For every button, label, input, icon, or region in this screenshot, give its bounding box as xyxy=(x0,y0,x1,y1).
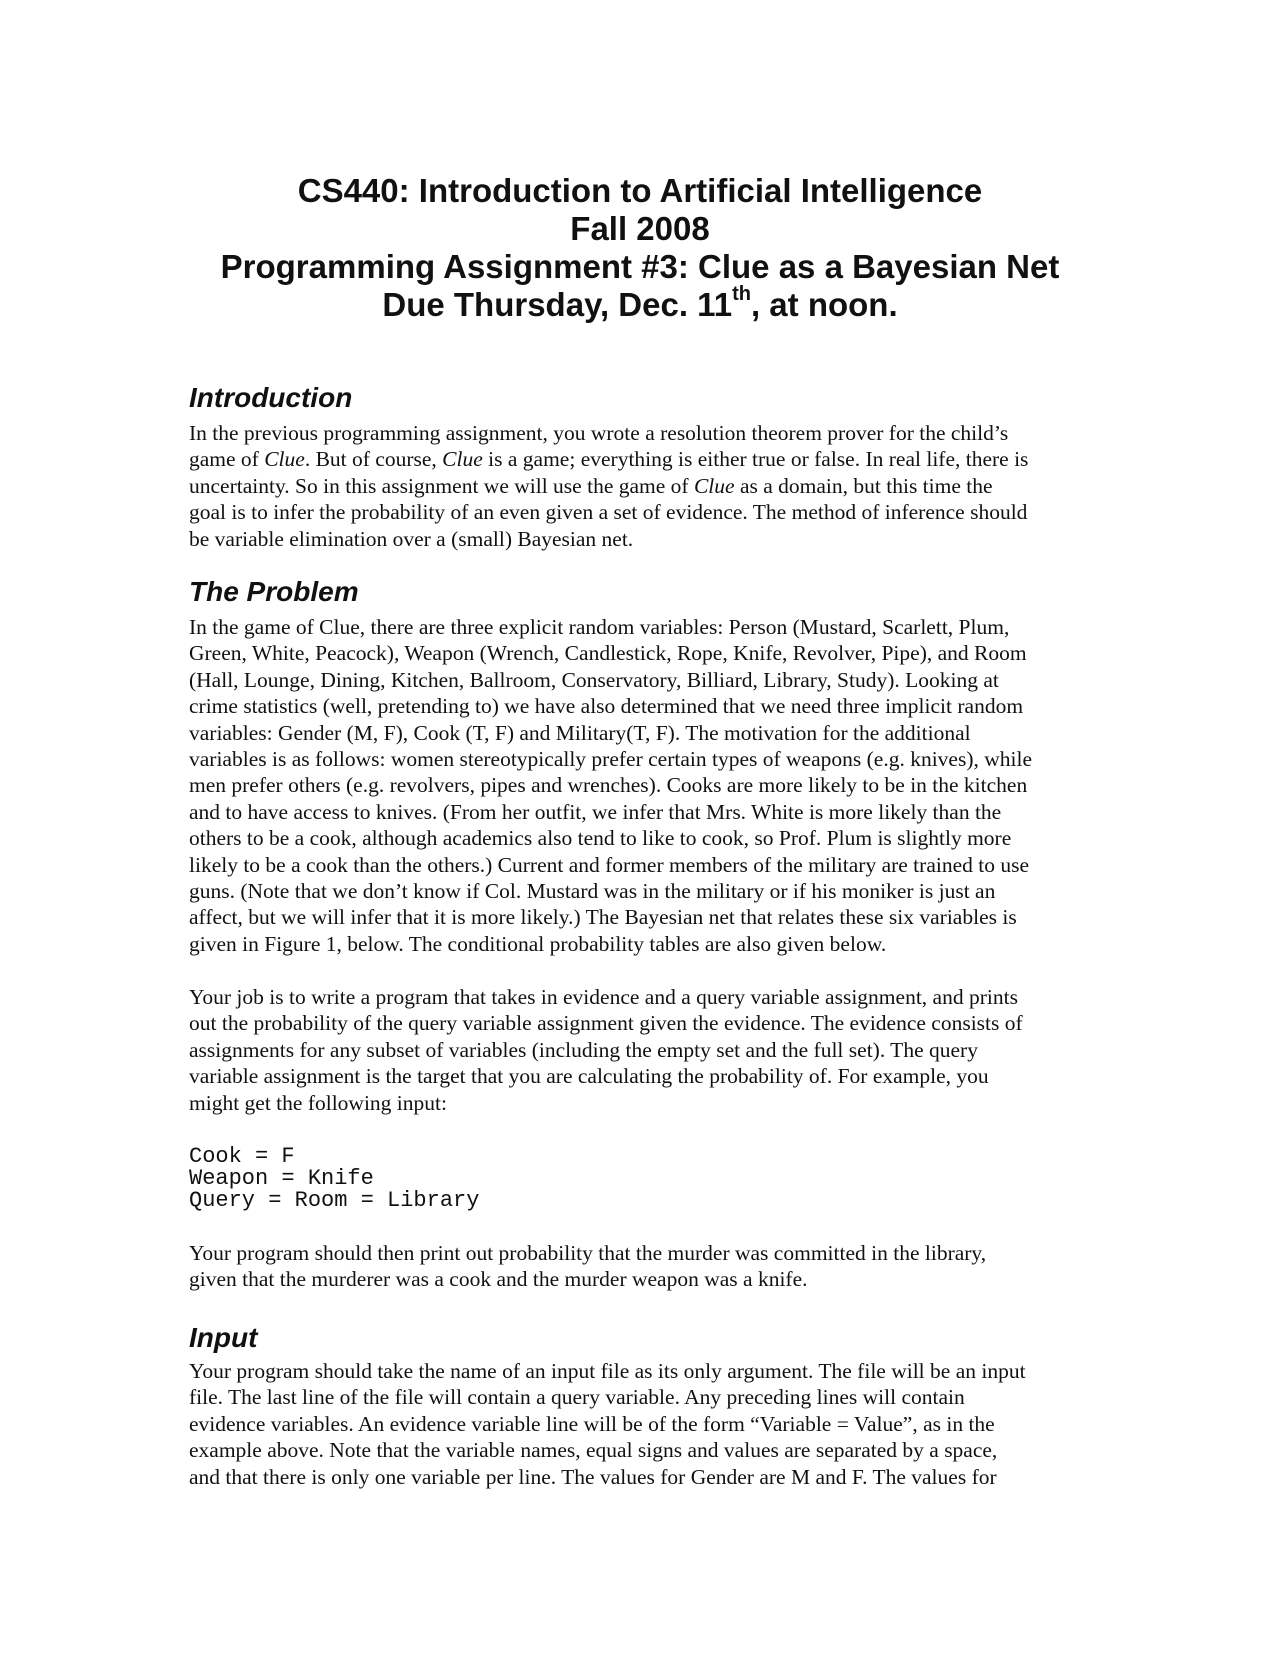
paragraph-line: guns. (Note that we don’t know if Col. Mustard was in the military or if his moniker is just an xyxy=(189,879,996,904)
paragraph-line: example above. Note that the variable names, equal signs and values are separated by a space, xyxy=(189,1438,998,1463)
paragraph-line: out the probability of the query variable assignment given the evidence. The evidence consists of xyxy=(189,1011,1023,1036)
title-block xyxy=(160,172,1120,324)
code-line: Weapon = Knife xyxy=(189,1166,374,1191)
paragraph-line: evidence variables. An evidence variable line will be of the form “Variable = Value”, as in the xyxy=(189,1411,995,1436)
paragraph-line: goal is to infer the probability of an even given a set of evidence. The method of inference should xyxy=(189,500,1028,525)
paragraph-line: others to be a cook, although academics also tend to like to cook, so Prof. Plum is slightly more xyxy=(189,826,1012,851)
problem-paragraph-3 xyxy=(189,1240,1094,1293)
paragraph-line: affect, but we will infer that it is more likely.) The Bayesian net that relates these six variables is xyxy=(189,905,1017,930)
paragraph-line: crime statistics (well, pretending to) we have also determined that we need three implicit random xyxy=(189,694,1024,719)
due-date-title xyxy=(160,283,1120,324)
paragraph-line: Your job is to write a program that takes in evidence and a query variable assignment, and prints xyxy=(189,985,1018,1009)
paragraph-line: Your program should then print out probability that the murder was committed in the library, xyxy=(189,1241,987,1265)
input-paragraph xyxy=(189,1358,1094,1490)
paragraph-line: assignments for any subset of variables (including the empty set and the full set). The query xyxy=(189,1037,978,1062)
due-prefix: Due Thursday, Dec. 11 xyxy=(382,286,733,323)
text-run: as a domain, but this time the xyxy=(734,473,993,498)
paragraph-line: might get the following input: xyxy=(189,1090,447,1115)
term-title: Fall 2008 xyxy=(570,210,710,247)
problem-paragraph-2 xyxy=(189,984,1094,1116)
paragraph-line xyxy=(189,473,1094,499)
paragraph-line: (Hall, Lounge, Dining, Kitchen, Ballroom, Conservatory, Billiard, Library, Study). Looking at xyxy=(189,667,999,692)
paragraph-line: file. The last line of the file will contain a query variable. Any preceding lines will contain xyxy=(189,1385,965,1410)
course-title: CS440: Introduction to Artificial Intelligence xyxy=(297,172,983,209)
paragraph-line: In the game of Clue, there are three explicit random variables: Person (Mustard, Scarlett, Plum, xyxy=(189,615,1010,639)
text-run: is a game; everything is either true or false. In real life, there is xyxy=(482,447,1029,472)
text-run: . But of course, xyxy=(304,447,443,472)
example-input-code xyxy=(189,1146,479,1212)
paragraph-line: men prefer others (e.g. revolvers, pipes and wrenches). Cooks are more likely to be in the kitchen xyxy=(189,773,1028,798)
code-line: Query = Room = Library xyxy=(189,1188,480,1213)
paragraph-line xyxy=(189,446,1094,472)
input-heading: Input xyxy=(189,1322,258,1353)
due-suffix: , at noon. xyxy=(750,286,898,323)
clue-italic: Clue xyxy=(442,447,483,472)
paragraph-line: Green, White, Peacock), Weapon (Wrench, Candlestick, Rope, Knife, Revolver, Pipe), and Room xyxy=(189,641,1027,666)
paragraph-line: variables is as follows: women stereotypically prefer certain types of weapons (e.g. knives), while xyxy=(189,747,1033,772)
due-superscript: th xyxy=(732,283,751,305)
paragraph-line: likely to be a cook than the others.) Current and former members of the military are trained to use xyxy=(189,852,1030,877)
introduction-heading: Introduction xyxy=(189,382,353,413)
paragraph-line: In the previous programming assignment, you wrote a resolution theorem prover for the child’s xyxy=(189,421,1009,445)
paragraph-line: and that there is only one variable per line. The values for Gender are M and F. The values for xyxy=(189,1464,997,1489)
assignment-title: Programming Assignment #3: Clue as a Bayesian Net xyxy=(220,248,1060,285)
code-line: Cook = F xyxy=(189,1144,295,1169)
paragraph-line: variables: Gender (M, F), Cook (T, F) and Military(T, F). The motivation for the additional xyxy=(189,720,971,745)
clue-italic: Clue xyxy=(264,447,305,472)
paragraph-line: variable assignment is the target that you are calculating the probability of. For example, you xyxy=(189,1064,989,1089)
paragraph-line: Your program should take the name of an input file as its only argument. The file will be an input xyxy=(189,1359,1026,1383)
paragraph-line: given that the murderer was a cook and the murder weapon was a knife. xyxy=(189,1267,808,1292)
problem-heading: The Problem xyxy=(189,576,359,607)
paragraph-line: be variable elimination over a (small) Bayesian net. xyxy=(189,526,634,551)
text-run: uncertainty. So in this assignment we will use the game of xyxy=(189,473,694,498)
introduction-paragraph xyxy=(189,420,1094,552)
paragraph-line: given in Figure 1, below. The conditional probability tables are also given below. xyxy=(189,931,887,956)
clue-italic: Clue xyxy=(693,473,735,498)
problem-paragraph-1 xyxy=(189,614,1094,957)
paragraph-line: and to have access to knives. (From her outfit, we infer that Mrs. White is more likely than the xyxy=(189,799,1002,824)
text-run: game of xyxy=(189,447,265,472)
